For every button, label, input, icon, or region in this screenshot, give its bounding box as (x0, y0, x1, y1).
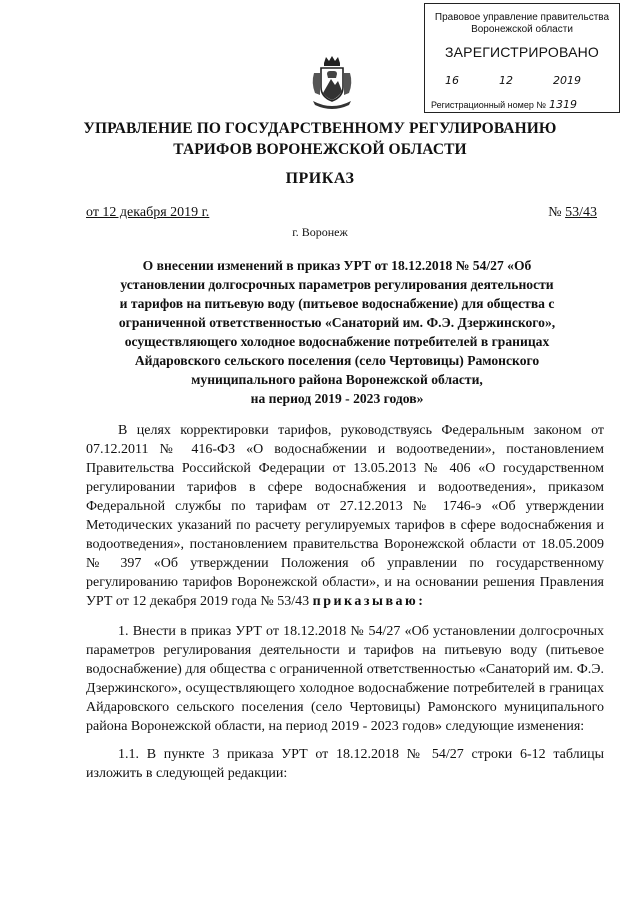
subject-line-8: на период 2019 - 2023 годов» (250, 391, 424, 406)
subject-line-4: ограниченной ответственностью «Санаторий им. Ф.Э. Дзержинского», (118, 315, 556, 330)
stamp-month: 12 (499, 74, 513, 87)
subject-line-5: осуществляющего холодное водоснабжение потребителей в границах (124, 334, 550, 349)
subject-line-7: муниципального района Воронежской области, (191, 372, 483, 387)
stamp-line-1: Правовое управление правительства (434, 12, 610, 23)
subject-line-1: О внесении изменений в приказ УРТ от 18.12.2018 № 54/27 «Об (142, 258, 532, 273)
order-subject (82, 256, 592, 408)
org-line-2: ТАРИФОВ ВОРОНЕЖСКОЙ ОБЛАСТИ (173, 141, 467, 158)
organization-name (0, 118, 640, 160)
document-type: ПРИКАЗ (285, 170, 355, 187)
subject-line-3: и тарифов на питьевую воду (питьевое водоснабжение) для общества с (119, 296, 555, 311)
item-1-text: 1. Внести в приказ УРТ от 18.12.2018 № 54/27 «Об установлении долгосрочных параметров регулирования деятельности и тарифов на питьевую воду (питьевое водоснабжение) для общества с ограниченной ответственностью «Санаторий им. Ф.Э. Дзержинского», осуществляющего холодное водоснабжение потребителей в границах Айдаровского сельского поселения (село Чертовицы) Рамонского муниципального района Воронежской области, на период 2019 - 2023 годов» следующие изменения: (86, 624, 604, 734)
stamp-line-2: Воронежской области (471, 24, 573, 35)
stamp-reg-label: Регистрационный номер № (431, 100, 547, 110)
coat-of-arms-icon (309, 55, 355, 111)
preamble-paragraph (86, 421, 604, 611)
order-number-value: 53/43 (565, 205, 597, 220)
item-1-1-paragraph (86, 745, 604, 783)
order-word: приказываю: (312, 594, 426, 609)
subject-line-2: установлении долгосрочных параметров регулирования деятельности (120, 277, 554, 292)
order-number (548, 205, 597, 221)
stamp-registration-row (431, 98, 617, 111)
preamble-text: В целях корректировки тарифов, руководствуясь Федеральным законом от 07.12.2011 № 416-ФЗ «О водоснабжении и водоотведении», постановлением Правительства Российской Федерации от 13.05.2013 № 406 «О государственном регулировании тарифов в сфере водоснабжения и водоотведения», приказом Федеральной службы по тарифам от 27.12.2013 № 1746-э «Об утверждении Методических указаний по расчету регулируемых тарифов в сфере водоснабжения и водоотведения», постановлением правительства Воронежской области от 18.05.2009 № 397 «Об утверждении Положения об управлении по государственному регулированию тарифов Воронежской области», и на основании решения Правления УРТ от 12 декабря 2019 года № 53/43 (86, 423, 604, 609)
stamp-status: ЗАРЕГИСТРИРОВАНО (444, 44, 600, 60)
registration-stamp (424, 3, 620, 113)
stamp-year: 2019 (553, 74, 581, 87)
item-1-1-text: 1.1. В пункте 3 приказа УРТ от 18.12.2018 № 54/27 строки 6-12 таблицы изложить в следующей редакции: (86, 747, 604, 781)
stamp-reg-number: 1319 (549, 98, 578, 111)
city: г. Воронеж (292, 225, 348, 239)
order-date: от 12 декабря 2019 г. (86, 205, 210, 220)
stamp-date (435, 74, 611, 90)
subject-line-6: Айдаровского сельского поселения (село Чертовицы) Рамонского (134, 353, 540, 368)
stamp-day: 16 (445, 74, 459, 87)
item-1-paragraph (86, 622, 604, 736)
order-number-prefix: № (548, 205, 562, 220)
org-line-1: УПРАВЛЕНИЕ ПО ГОСУДАРСТВЕННОМУ РЕГУЛИРОВАНИЮ (83, 120, 557, 137)
